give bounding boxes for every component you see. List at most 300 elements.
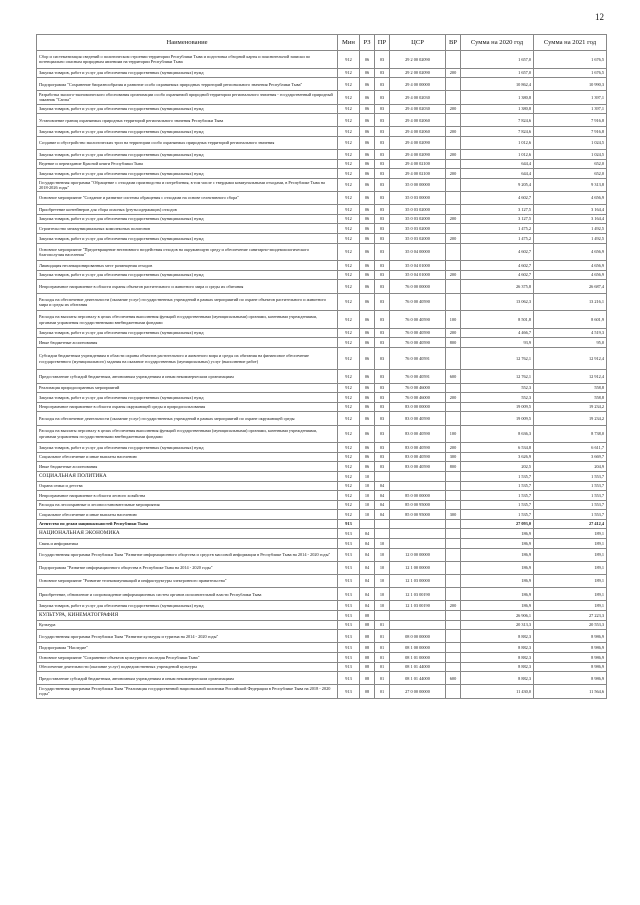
row-rz-cell: 10 — [360, 510, 375, 520]
row-vr-cell: 200 — [446, 104, 461, 114]
row-vr-cell — [446, 519, 461, 529]
table-row — [37, 136, 607, 149]
row-rz-cell: 04 — [360, 548, 375, 561]
row-sum-2021-cell: 12 912,4 — [534, 370, 607, 383]
row-sum-2020-cell: 8 882,3 — [461, 630, 534, 643]
table-row — [37, 510, 607, 520]
row-pr-cell: 03 — [375, 192, 390, 205]
row-csr-cell: 35 0 03 02000 — [390, 205, 446, 215]
table-row — [37, 78, 607, 91]
table-row — [37, 261, 607, 271]
row-pr-cell: 03 — [375, 234, 390, 244]
row-vr-cell — [446, 611, 461, 621]
row-sum-2021-cell: 189,1 — [534, 588, 607, 601]
row-csr-cell: 29 4 00 00000 — [390, 78, 446, 91]
header-vr: ВР — [446, 35, 461, 51]
row-rz-cell: 06 — [360, 127, 375, 137]
row-name-cell: Закупка товаров, работ и услуг для обеспечения государственных (муниципальных) нужд — [37, 328, 338, 338]
row-sum-2021-cell: 4 656,9 — [534, 261, 607, 271]
row-rz-cell: 06 — [360, 169, 375, 179]
row-pr-cell: 01 — [375, 630, 390, 643]
row-sum-2020-cell: 8 882,3 — [461, 643, 534, 653]
table-row — [37, 270, 607, 280]
row-sum-2021-cell: 7 916,8 — [534, 127, 607, 137]
row-vr-cell — [446, 685, 461, 698]
row-csr-cell: 76 0 00 40591 — [390, 370, 446, 383]
row-vr-cell — [446, 471, 461, 481]
row-sum-2021-cell: 1 553,7 — [534, 510, 607, 520]
row-pr-cell: 03 — [375, 224, 390, 234]
row-sum-2020-cell: 8 882,3 — [461, 672, 534, 685]
row-sum-2020-cell: 7 824,6 — [461, 127, 534, 137]
row-sum-2020-cell: 26 375,8 — [461, 280, 534, 293]
row-min-cell: 912 — [338, 78, 360, 91]
row-csr-cell: 83 0 00 40590 — [390, 443, 446, 453]
row-pr-cell: 03 — [375, 383, 390, 393]
row-name-cell: Государственная программа Республики Тыва "Развитие культуры и туризма на 2014 - 2020 годы" — [37, 630, 338, 643]
row-min-cell: 912 — [338, 280, 360, 293]
row-min-cell: 912 — [338, 370, 360, 383]
row-vr-cell — [446, 348, 461, 370]
row-vr-cell: 200 — [446, 150, 461, 160]
row-pr-cell: 03 — [375, 127, 390, 137]
row-sum-2021-cell: 4 656,9 — [534, 243, 607, 261]
table-row — [37, 311, 607, 329]
row-name-cell: Закупка товаров, работ и услуг для обеспечения государственных (муниципальных) нужд — [37, 68, 338, 78]
row-sum-2020-cell: 1 475,2 — [461, 234, 534, 244]
row-rz-cell: 06 — [360, 104, 375, 114]
row-csr-cell: 35 0 00 00000 — [390, 178, 446, 191]
row-vr-cell — [446, 662, 461, 672]
table-row — [37, 672, 607, 685]
row-vr-cell — [446, 412, 461, 425]
row-rz-cell: 06 — [360, 214, 375, 224]
row-sum-2020-cell: 7 824,6 — [461, 114, 534, 127]
row-sum-2021-cell: 558,8 — [534, 383, 607, 393]
row-pr-cell: 03 — [375, 280, 390, 293]
row-sum-2021-cell: 10 990,3 — [534, 78, 607, 91]
row-min-cell: 912 — [338, 425, 360, 443]
row-rz-cell: 04 — [360, 601, 375, 611]
row-vr-cell: 200 — [446, 68, 461, 78]
row-sum-2021-cell: 3 669,7 — [534, 452, 607, 462]
row-pr-cell: 04 — [375, 510, 390, 520]
row-vr-cell — [446, 293, 461, 311]
row-vr-cell: 800 — [446, 338, 461, 348]
row-min-cell: 913 — [338, 588, 360, 601]
row-csr-cell: 35 0 03 02000 — [390, 234, 446, 244]
table-row — [37, 234, 607, 244]
row-csr-cell — [390, 471, 446, 481]
row-rz-cell: 06 — [360, 234, 375, 244]
table-row — [37, 178, 607, 191]
row-name-cell: Строительство межмуниципальных комплексных полигонов — [37, 224, 338, 234]
row-sum-2020-cell: 186,9 — [461, 548, 534, 561]
row-rz-cell: 06 — [360, 383, 375, 393]
row-rz-cell: 06 — [360, 402, 375, 412]
row-name-cell: Основное мероприятие "Сохранение объектов культурного наследия Республики Тыва" — [37, 652, 338, 662]
row-csr-cell: 35 0 04 01000 — [390, 270, 446, 280]
row-min-cell: 913 — [338, 529, 360, 539]
row-pr-cell: 03 — [375, 443, 390, 453]
row-csr-cell: 29 2 00 02090 — [390, 68, 446, 78]
row-min-cell: 912 — [338, 150, 360, 160]
row-vr-cell: 100 — [446, 425, 461, 443]
table-row — [37, 214, 607, 224]
row-rz-cell: 06 — [360, 78, 375, 91]
table-row — [37, 462, 607, 472]
row-vr-cell — [446, 78, 461, 91]
row-min-cell: 912 — [338, 169, 360, 179]
row-sum-2021-cell: 1 553,7 — [534, 491, 607, 501]
row-sum-2021-cell: 1 553,7 — [534, 471, 607, 481]
row-name-cell: Закупка товаров, работ и услуг для обеспечения государственных (муниципальных) нужд — [37, 443, 338, 453]
row-min-cell: 912 — [338, 328, 360, 338]
row-sum-2020-cell: 8 501,8 — [461, 311, 534, 329]
row-csr-cell: 76 0 00 40590 — [390, 328, 446, 338]
row-sum-2021-cell: 8 986,9 — [534, 652, 607, 662]
row-csr-cell: 29 4 00 02100 — [390, 159, 446, 169]
row-sum-2020-cell: 1 380,8 — [461, 104, 534, 114]
row-sum-2021-cell: 7 916,8 — [534, 114, 607, 127]
row-vr-cell — [446, 588, 461, 601]
row-vr-cell: 200 — [446, 214, 461, 224]
row-csr-cell: 76 0 00 40591 — [390, 348, 446, 370]
row-rz-cell: 06 — [360, 452, 375, 462]
row-name-cell: Приобретение, обновление и сопровождение информационных систем органов исполнительной власти Республики Тыва — [37, 588, 338, 601]
table-header-row — [37, 35, 607, 51]
row-pr-cell: 01 — [375, 643, 390, 653]
row-rz-cell — [360, 519, 375, 529]
row-sum-2020-cell: 3 127,5 — [461, 214, 534, 224]
row-pr-cell: 10 — [375, 601, 390, 611]
row-pr-cell: 03 — [375, 159, 390, 169]
row-name-cell: Основное мероприятие "Развитие телекоммуникаций и инфраструктуры электронного правительства" — [37, 575, 338, 588]
row-vr-cell — [446, 575, 461, 588]
table-row — [37, 104, 607, 114]
table-row — [37, 575, 607, 588]
row-pr-cell: 03 — [375, 68, 390, 78]
row-min-cell: 913 — [338, 575, 360, 588]
row-rz-cell: 06 — [360, 370, 375, 383]
row-vr-cell — [446, 159, 461, 169]
row-sum-2021-cell: 9 313,8 — [534, 178, 607, 191]
row-rz-cell: 06 — [360, 136, 375, 149]
table-row — [37, 169, 607, 179]
row-vr-cell: 600 — [446, 672, 461, 685]
row-csr-cell: 08 1 01 44000 — [390, 672, 446, 685]
row-sum-2021-cell: 1 397,1 — [534, 91, 607, 104]
row-sum-2021-cell: 1 492,5 — [534, 234, 607, 244]
row-name-cell: Закупка товаров, работ и услуг для обеспечения государственных (муниципальных) нужд — [37, 234, 338, 244]
row-sum-2020-cell: 186,9 — [461, 588, 534, 601]
row-sum-2020-cell: 27 093,0 — [461, 519, 534, 529]
row-sum-2020-cell: 1 012,6 — [461, 150, 534, 160]
table-row — [37, 519, 607, 529]
row-min-cell: 912 — [338, 402, 360, 412]
row-sum-2021-cell: 8 986,9 — [534, 662, 607, 672]
row-min-cell: 912 — [338, 452, 360, 462]
row-sum-2020-cell: 186,9 — [461, 601, 534, 611]
row-pr-cell: 03 — [375, 462, 390, 472]
row-rz-cell: 06 — [360, 224, 375, 234]
row-pr-cell: 03 — [375, 425, 390, 443]
row-min-cell: 913 — [338, 685, 360, 698]
table-row — [37, 383, 607, 393]
row-sum-2021-cell: 19 234,2 — [534, 402, 607, 412]
row-csr-cell: 83 0 00 40590 — [390, 412, 446, 425]
row-name-cell: Закупка товаров, работ и услуг для обеспечения государственных (муниципальных) нужд — [37, 393, 338, 403]
row-sum-2020-cell: 20 313,3 — [461, 620, 534, 630]
row-name-cell: Государственная программа Республики Тыва "Реализация государственной национальной политики Российской Федерации в Республике Тыва на 2018 - 2020 годы" — [37, 685, 338, 698]
row-sum-2021-cell: 1 397,1 — [534, 104, 607, 114]
row-sum-2020-cell: 186,9 — [461, 575, 534, 588]
header-rz: РЗ — [360, 35, 375, 51]
header-name: Наименование — [37, 35, 338, 51]
row-rz-cell: 08 — [360, 672, 375, 685]
row-vr-cell — [446, 383, 461, 393]
row-rz-cell: 06 — [360, 270, 375, 280]
row-rz-cell: 06 — [360, 311, 375, 329]
row-vr-cell: 200 — [446, 601, 461, 611]
row-csr-cell: 08 1 00 00000 — [390, 643, 446, 653]
row-csr-cell: 08 1 01 00000 — [390, 652, 446, 662]
row-name-cell: Закупка товаров, работ и услуг для обеспечения государственных (муниципальных) нужд — [37, 104, 338, 114]
row-sum-2020-cell: 13 062,3 — [461, 293, 534, 311]
row-vr-cell: 800 — [446, 462, 461, 472]
table-row — [37, 127, 607, 137]
row-sum-2021-cell: 4 519,3 — [534, 328, 607, 338]
row-min-cell: 912 — [338, 510, 360, 520]
row-csr-cell: 12 0 00 00000 — [390, 548, 446, 561]
row-min-cell: 912 — [338, 471, 360, 481]
row-csr-cell: 35 0 03 00000 — [390, 192, 446, 205]
row-pr-cell: 03 — [375, 205, 390, 215]
row-rz-cell: 04 — [360, 539, 375, 549]
row-name-cell: Основное мероприятие "Предотвращение негативного воздействия отходов на окружающую среду и обеспечение санитарно-эпидемиологического благополучия населения" — [37, 243, 338, 261]
row-pr-cell: 03 — [375, 214, 390, 224]
row-sum-2021-cell: 4 656,9 — [534, 192, 607, 205]
row-pr-cell: 10 — [375, 588, 390, 601]
row-pr-cell: 03 — [375, 393, 390, 403]
row-pr-cell: 03 — [375, 370, 390, 383]
row-name-cell: Расходы на лесоохранные и лесовосстановительные мероприятия — [37, 500, 338, 510]
row-min-cell: 913 — [338, 561, 360, 574]
row-sum-2020-cell: 1 657,0 — [461, 51, 534, 69]
table-row — [37, 611, 607, 621]
row-rz-cell: 08 — [360, 643, 375, 653]
row-sum-2021-cell: 26 687,4 — [534, 280, 607, 293]
row-name-cell: Агентство по делам национальностей Республики Тыва — [37, 519, 338, 529]
row-rz-cell: 06 — [360, 338, 375, 348]
row-csr-cell: 35 0 03 02000 — [390, 214, 446, 224]
row-vr-cell — [446, 178, 461, 191]
row-rz-cell: 06 — [360, 114, 375, 127]
row-vr-cell — [446, 481, 461, 491]
row-sum-2021-cell: 1 024,5 — [534, 136, 607, 149]
row-sum-2020-cell: 1 380,8 — [461, 91, 534, 104]
table-row — [37, 662, 607, 672]
row-name-cell: Расходы на обеспечение деятельности (оказание услуг) государственных учреждений в рамках мероприятий по охране окружающей среды — [37, 412, 338, 425]
row-csr-cell — [390, 529, 446, 539]
row-sum-2020-cell: 1 475,2 — [461, 224, 534, 234]
row-name-cell: Закупка товаров, работ и услуг для обеспечения государственных (муниципальных) нужд — [37, 270, 338, 280]
row-name-cell: Сбор и систематизация сведений о политическом строении территории Республики Тыва и подготовка обзорной карты и пояснительной записки по потенциально опасным природным явлениям на территории Республики Тыва — [37, 51, 338, 69]
table-row — [37, 548, 607, 561]
row-sum-2021-cell: 652,0 — [534, 159, 607, 169]
row-rz-cell: 04 — [360, 588, 375, 601]
row-vr-cell: 100 — [446, 311, 461, 329]
row-sum-2020-cell: 186,9 — [461, 539, 534, 549]
row-name-cell: Непрограммное направление в области охраны окружающей среды и природопользования — [37, 402, 338, 412]
row-csr-cell: 76 0 00 40590 — [390, 311, 446, 329]
row-vr-cell — [446, 51, 461, 69]
row-min-cell: 912 — [338, 270, 360, 280]
table-row — [37, 114, 607, 127]
row-sum-2020-cell: 644,4 — [461, 169, 534, 179]
row-sum-2021-cell: 558,8 — [534, 393, 607, 403]
row-vr-cell: 300 — [446, 452, 461, 462]
table-row — [37, 393, 607, 403]
row-csr-cell — [390, 539, 446, 549]
row-sum-2020-cell: 19 009,5 — [461, 412, 534, 425]
row-csr-cell: 29 4 00 02030 — [390, 91, 446, 104]
row-pr-cell: 03 — [375, 78, 390, 91]
row-rz-cell: 10 — [360, 471, 375, 481]
row-name-cell: Культура — [37, 620, 338, 630]
row-name-cell: Охрана семьи и детства — [37, 481, 338, 491]
row-csr-cell: 76 0 00 00000 — [390, 280, 446, 293]
row-pr-cell: 10 — [375, 575, 390, 588]
row-min-cell: 912 — [338, 104, 360, 114]
row-sum-2021-cell: 11 564,6 — [534, 685, 607, 698]
row-pr-cell: 03 — [375, 311, 390, 329]
row-name-cell: Закупка товаров, работ и услуг для обеспечения государственных (муниципальных) нужд — [37, 214, 338, 224]
row-pr-cell: 03 — [375, 178, 390, 191]
row-sum-2021-cell: 8 986,9 — [534, 643, 607, 653]
row-name-cell: Подпрограмма "Развитие информационного общества в Республике Тыва на 2014 - 2020 годы" — [37, 561, 338, 574]
row-name-cell: Государственная программа Республики Тыва "Развитие информационного общества и средств массовой информации в Республике Тыва на 2014 - 2020 годы" — [37, 548, 338, 561]
row-csr-cell — [390, 620, 446, 630]
header-min: Мин — [338, 35, 360, 51]
row-vr-cell — [446, 261, 461, 271]
row-rz-cell: 04 — [360, 529, 375, 539]
row-csr-cell — [390, 611, 446, 621]
row-vr-cell — [446, 561, 461, 574]
row-pr-cell: 04 — [375, 491, 390, 501]
row-name-cell: Социальное обеспечение и иные выплаты населению — [37, 510, 338, 520]
row-pr-cell: 03 — [375, 328, 390, 338]
row-pr-cell: 03 — [375, 243, 390, 261]
row-csr-cell: 76 0 00 40590 — [390, 293, 446, 311]
row-sum-2021-cell: 189,1 — [534, 548, 607, 561]
header-sum-2020: Сумма на 2020 год — [461, 35, 534, 51]
row-rz-cell: 08 — [360, 611, 375, 621]
row-name-cell: Обеспечение деятельности (оказание услуг) подведомственных учреждений культуры — [37, 662, 338, 672]
row-name-cell: Основное мероприятие "Создание и развитие системы обращения с отходами на основе селективного сбора" — [37, 192, 338, 205]
row-min-cell: 913 — [338, 672, 360, 685]
table-row — [37, 348, 607, 370]
row-vr-cell — [446, 192, 461, 205]
row-sum-2020-cell: 186,9 — [461, 561, 534, 574]
budget-table-container — [36, 34, 606, 699]
row-name-cell: Непрограммное направление в области охраны объектов растительного и животного мира и среды их обитания — [37, 280, 338, 293]
row-sum-2021-cell: 6 611,7 — [534, 443, 607, 453]
row-vr-cell — [446, 491, 461, 501]
row-pr-cell: 03 — [375, 412, 390, 425]
row-pr-cell: 03 — [375, 169, 390, 179]
row-name-cell: Непрограммное направление в области лесного хозяйства — [37, 491, 338, 501]
row-min-cell: 912 — [338, 481, 360, 491]
row-pr-cell: 01 — [375, 620, 390, 630]
row-name-cell: Реализация природоохранных мероприятий — [37, 383, 338, 393]
row-csr-cell: 83 0 00 00000 — [390, 402, 446, 412]
row-csr-cell: 12 1 03 00000 — [390, 575, 446, 588]
row-rz-cell: 04 — [360, 561, 375, 574]
row-sum-2020-cell: 1 657,0 — [461, 68, 534, 78]
row-min-cell: 912 — [338, 205, 360, 215]
row-sum-2020-cell: 1 535,7 — [461, 510, 534, 520]
row-sum-2021-cell: 1 492,5 — [534, 224, 607, 234]
row-sum-2020-cell: 3 626,9 — [461, 452, 534, 462]
header-sum-2021: Сумма на 2021 год — [534, 35, 607, 51]
row-min-cell: 913 — [338, 548, 360, 561]
table-row — [37, 293, 607, 311]
table-row — [37, 620, 607, 630]
row-csr-cell: 76 0 00 46000 — [390, 383, 446, 393]
row-name-cell: Предоставление субсидий бюджетным, автономным учреждениям и иным некоммерческим организациям — [37, 370, 338, 383]
row-sum-2020-cell: 1 535,7 — [461, 481, 534, 491]
row-sum-2021-cell: 1 024,5 — [534, 150, 607, 160]
row-name-cell: Связь и информатика — [37, 539, 338, 549]
table-row — [37, 243, 607, 261]
row-min-cell: 913 — [338, 643, 360, 653]
row-name-cell: Государственная программа "Обращение с отходами производства и потребления, в том числе с твердыми коммунальными отходами, в Республике Тыва на 2018-2026 годы" — [37, 178, 338, 191]
row-name-cell: Расходы на выплаты персоналу в целях обеспечения выполнения функций государственными (муниципальными) органами, казенными учреждениями, органами управления государственными внебюджетными фондами — [37, 425, 338, 443]
row-sum-2020-cell: 4 466,7 — [461, 328, 534, 338]
table-row — [37, 159, 607, 169]
row-min-cell: 912 — [338, 243, 360, 261]
row-csr-cell: 76 0 00 40590 — [390, 338, 446, 348]
row-sum-2021-cell: 189,1 — [534, 601, 607, 611]
row-sum-2021-cell: 27 412,4 — [534, 519, 607, 529]
row-sum-2020-cell: 552,3 — [461, 393, 534, 403]
row-vr-cell: 200 — [446, 393, 461, 403]
row-csr-cell: 85 0 00 95000 — [390, 500, 446, 510]
row-min-cell: 912 — [338, 68, 360, 78]
row-vr-cell: 200 — [446, 328, 461, 338]
row-sum-2021-cell: 20 553,3 — [534, 620, 607, 630]
row-min-cell: 912 — [338, 224, 360, 234]
row-csr-cell: 29 4 00 02090 — [390, 136, 446, 149]
row-name-cell: Закупка товаров, работ и услуг для обеспечения государственных (муниципальных) нужд — [37, 169, 338, 179]
row-name-cell: Закупка товаров, работ и услуг для обеспечения государственных (муниципальных) нужд — [37, 127, 338, 137]
row-csr-cell: 85 0 00 95000 — [390, 510, 446, 520]
row-sum-2021-cell: 1 676,5 — [534, 51, 607, 69]
header-csr: ЦСР — [390, 35, 446, 51]
row-rz-cell: 06 — [360, 159, 375, 169]
row-name-cell: Разработка эколого-экономического обоснования организации особо охраняемой природной территории регионального значения - государственный природный заказник "Саглы" — [37, 91, 338, 104]
row-sum-2021-cell: 27 223,3 — [534, 611, 607, 621]
row-sum-2020-cell: 10 862,4 — [461, 78, 534, 91]
table-row — [37, 539, 607, 549]
row-sum-2020-cell: 26 906,1 — [461, 611, 534, 621]
row-csr-cell: 35 0 03 02000 — [390, 224, 446, 234]
row-rz-cell: 06 — [360, 293, 375, 311]
row-csr-cell: 76 0 00 46000 — [390, 393, 446, 403]
row-vr-cell — [446, 652, 461, 662]
row-sum-2021-cell: 95,0 — [534, 338, 607, 348]
